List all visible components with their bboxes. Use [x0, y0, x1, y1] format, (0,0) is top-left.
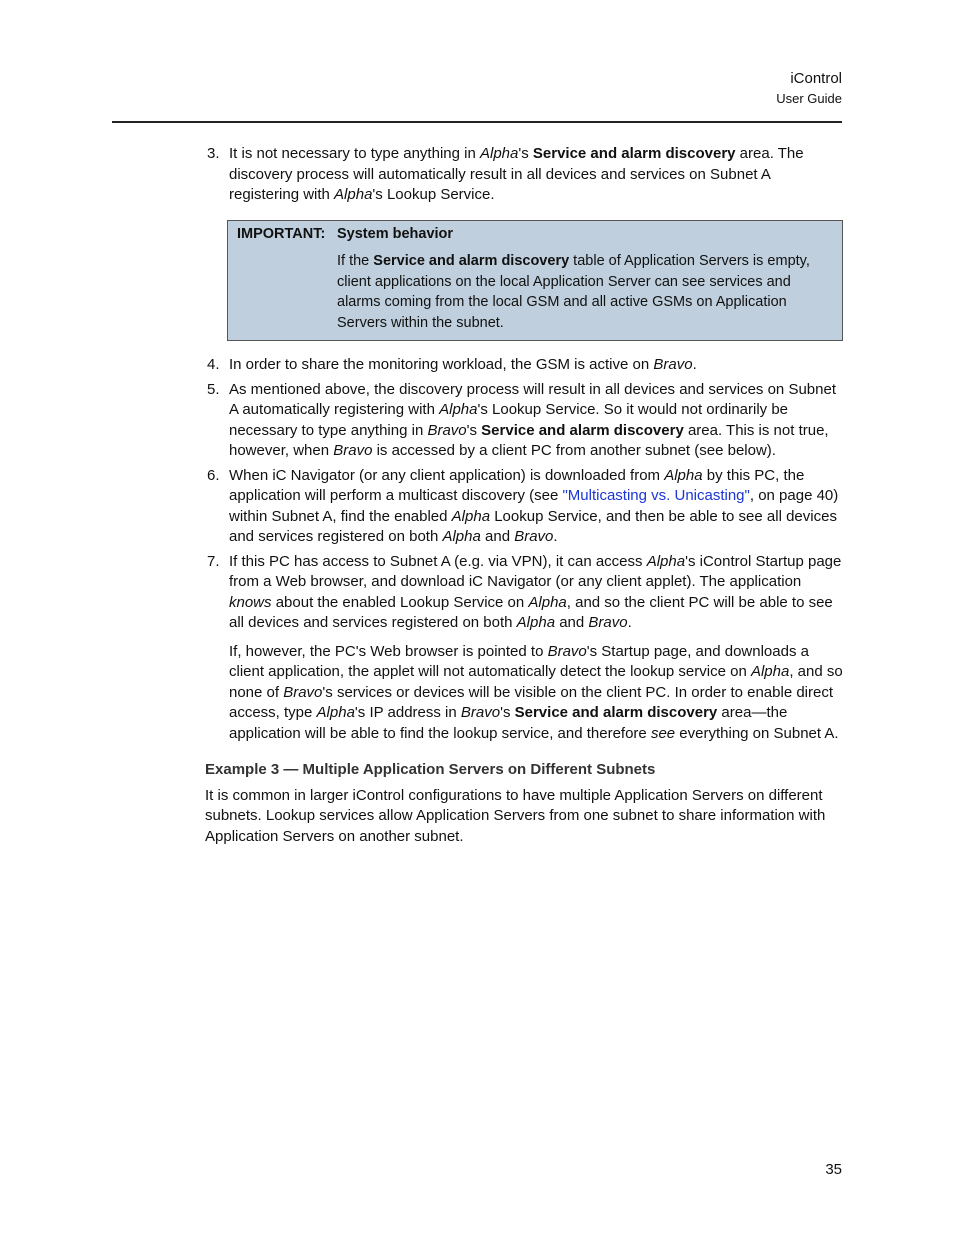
- list-item-6: [205, 466, 843, 548]
- header-title: iControl: [790, 70, 842, 87]
- header-rule: [112, 121, 842, 123]
- note-body: If the Service and alarm discovery table of Application Servers is empty, client applications on the local Application Server can see services and alarms coming from the local GSM and all active GSMs on Application Servers within the subnet.: [337, 253, 810, 331]
- list-text: It is not necessary to type anything in Alpha's Service and alarm discovery area. The discovery process will automatically result in all devices and services on Subnet A registering with Alpha's Lookup Service.: [229, 145, 804, 203]
- list-text: In order to share the monitoring workload, the GSM is active on Bravo.: [229, 356, 697, 373]
- multicasting-link[interactable]: "Multicasting vs. Unicasting": [562, 487, 750, 504]
- example-heading: Example 3 — Multiple Application Servers on Different Subnets: [205, 761, 656, 778]
- list-text: If this PC has access to Subnet A (e.g. via VPN), it can access Alpha's iControl Startup page from a Web browser, and download iC Navigator (or any client applet). The application knows about the enabled Lookup Service on Alpha, and so the client PC will be able to see all devices and services registered on both Alpha and Bravo.: [229, 552, 842, 631]
- list-continuation-text: If, however, the PC's Web browser is pointed to Bravo's Startup page, and downloads a client application, the applet will not automatically detect the lookup service on Alpha, and so none of Bravo's services or devices will be visible on the client PC. In order to enable direct access, type Alpha's IP address in Bravo's Service and alarm discovery area—the application will be able to find the lookup service, and therefore see everything on Subnet A.: [229, 642, 843, 742]
- list-number: 6.: [207, 466, 220, 484]
- list-number: 4.: [207, 356, 220, 373]
- note-label: IMPORTANT:: [237, 225, 326, 242]
- list-item-7: [205, 552, 843, 745]
- example-body: It is common in larger iControl configurations to have multiple Application Servers on different subnets. Lookup services allow Application Servers from one subnet to share information with Application Servers on another subnet.: [205, 786, 826, 845]
- important-note: [227, 220, 843, 342]
- list-item-5: [205, 380, 843, 462]
- note-heading: [237, 224, 833, 245]
- list-number: 7.: [207, 552, 220, 570]
- header-subtitle: User Guide: [776, 91, 842, 106]
- page-content: [205, 144, 843, 847]
- note-title: System behavior: [337, 225, 454, 242]
- list-text: As mentioned above, the discovery process will result in all devices and services on Subnet A automatically registering with Alpha's Lookup Service. So it would not ordinarily be necessary to type anything in Bravo's Service and alarm discovery area. This is not true, however, when Bravo is accessed by a client PC from another subnet (see below).: [229, 380, 836, 459]
- list-item-4: [205, 355, 843, 376]
- list-text: When iC Navigator (or any client application) is downloaded from Alpha by this PC, the application will perform a multicast discovery (see "Multicasting vs. Unicasting", on page 40) within Subnet A, find the enabled Alpha Lookup Service, and then be able to see all devices and services registered on both Alpha and Bravo.: [229, 466, 839, 545]
- page-number: 35: [825, 1161, 842, 1178]
- list-number: 3.: [207, 145, 220, 162]
- list-item-3: [205, 144, 843, 206]
- list-number: 5.: [207, 380, 220, 398]
